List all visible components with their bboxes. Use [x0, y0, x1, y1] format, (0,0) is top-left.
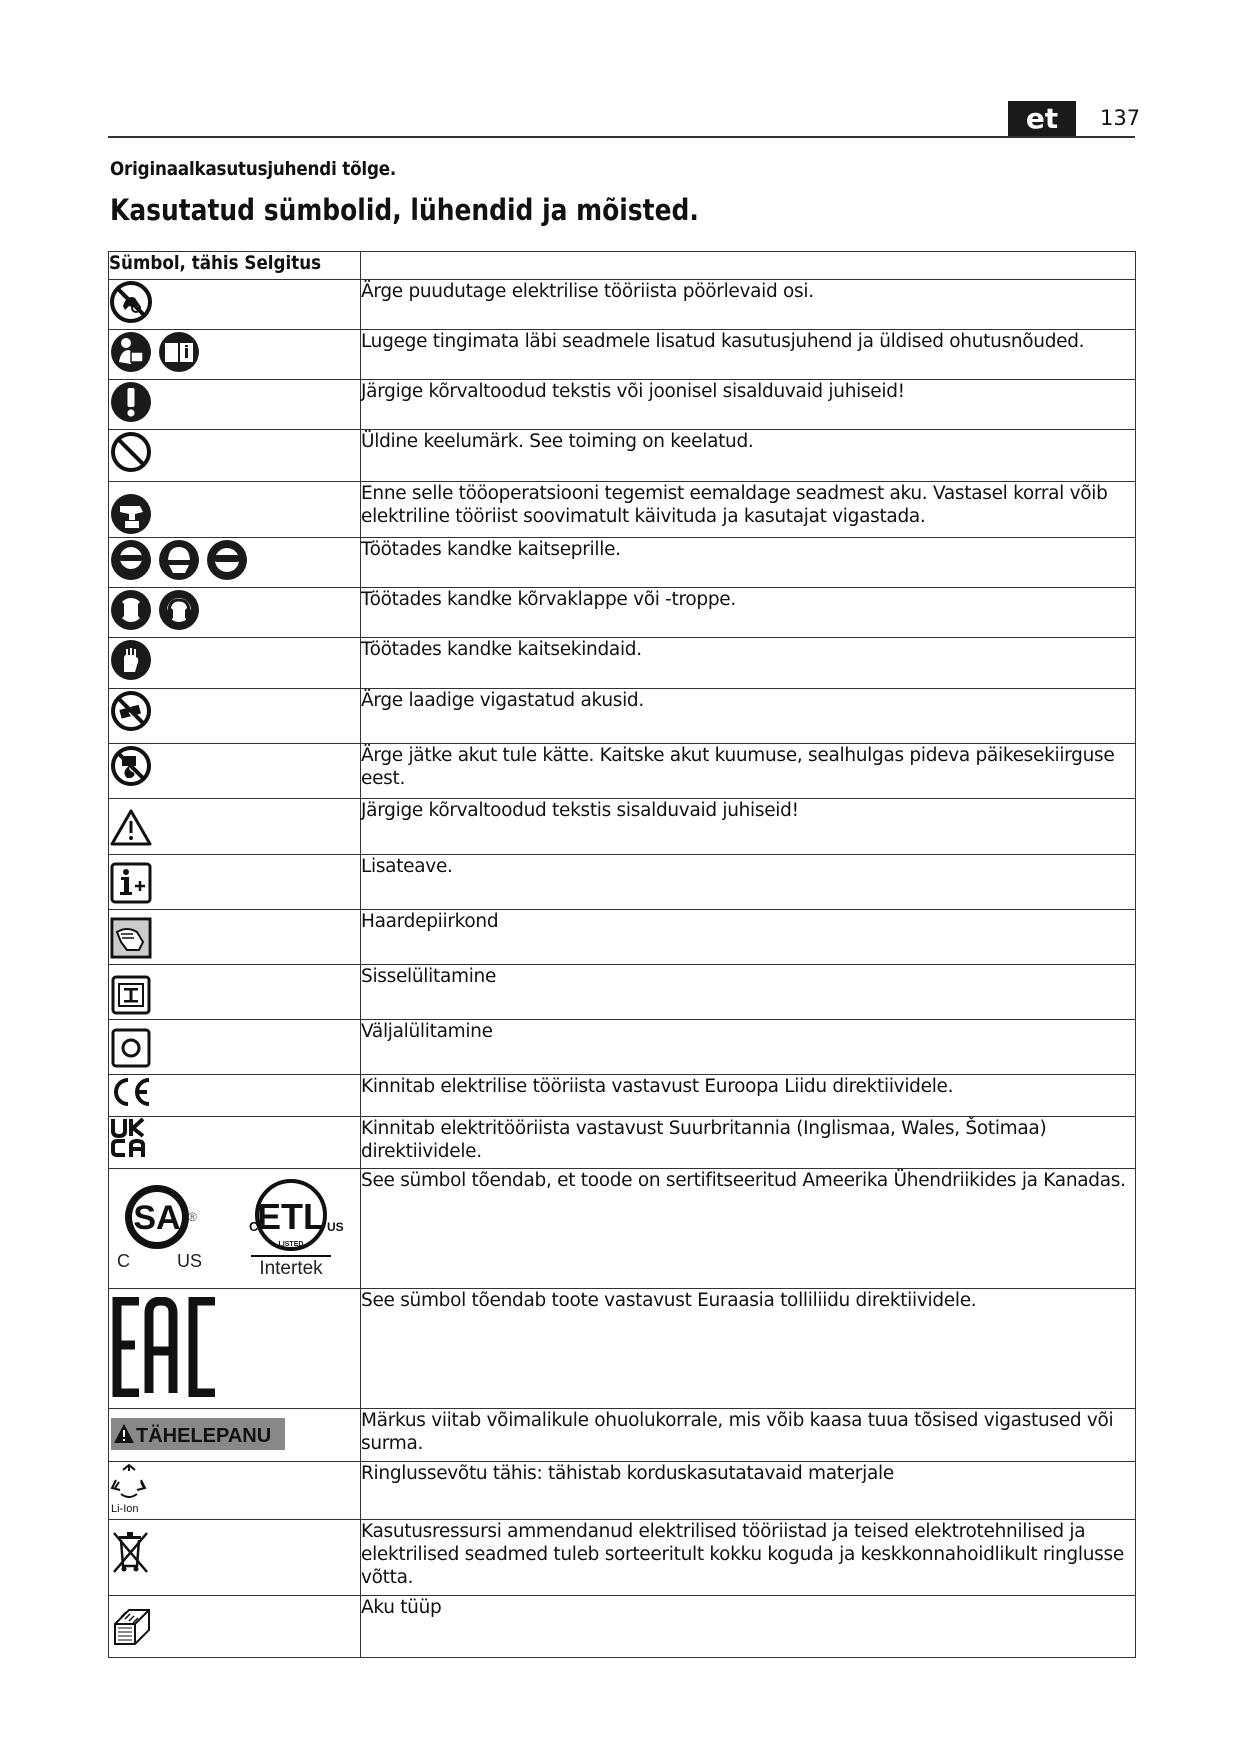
symbol-description: Töötades kandke kaitseprille.	[361, 538, 1136, 588]
symbol-description: Kinnitab elektrilise tööriista vastavust Euroopa Liidu direktiividele.	[361, 1075, 1136, 1117]
table-row	[109, 538, 1136, 588]
symbol-description: Ärge jätke akut tule kätte. Kaitske akut kuumuse, sealhulgas pideva päikesekiirguse eest.	[361, 744, 1136, 799]
no-charging-damaged-battery-icon	[109, 689, 153, 733]
table-row	[109, 910, 1136, 965]
symbol-description: Töötades kandke kaitsekindaid.	[361, 638, 1136, 689]
symbols-table	[108, 251, 1136, 1658]
table-row	[109, 965, 1136, 1020]
etl-c-label: C	[249, 1219, 259, 1234]
table-row	[109, 855, 1136, 910]
ukca-mark-icon	[109, 1117, 149, 1159]
symbol-description: See sümbol tõendab, et toode on sertifitseeritud Ameerika Ühendriikides ja Kanadas.	[361, 1169, 1136, 1289]
no-fire-battery-icon	[109, 744, 153, 788]
table-header-row	[109, 252, 1136, 280]
csa-etl-mark-icon	[109, 1169, 349, 1281]
symbol-description: Ringlussevõtu tähis: tähistab korduskasutatavaid materjale	[361, 1462, 1136, 1520]
remove-battery-icon	[109, 492, 153, 536]
recycling-li-ion-icon	[109, 1462, 153, 1516]
language-badge: et	[1008, 101, 1076, 137]
info-icon	[109, 861, 153, 905]
symbol-description: Enne selle tööoperatsiooni tegemist eemaldage seadmest aku. Vastasel korral võib elektriline tööriist soovimatult käivituda ja kasutajat vigastada.	[361, 482, 1136, 538]
ce-mark-icon	[109, 1075, 153, 1109]
csa-us-label: US	[177, 1251, 203, 1271]
symbol-description: Kasutusressursi ammendanud elektrilised tööriistad ja teised elektrotehnilised ja elektrilised seadmed tuleb sorteeritult kokku koguda ja keskkonnahoidlikult ringlusse võtta.	[361, 1520, 1136, 1596]
symbol-description: Üldine keelumärk. See toiming on keelatud.	[361, 430, 1136, 482]
symbol-description: Lugege tingimata läbi seadmele lisatud kasutusjuhend ja üldised ohutusnõuded.	[361, 330, 1136, 380]
safety-goggles-icon	[109, 538, 153, 582]
table-row	[109, 430, 1136, 482]
symbol-description: See sümbol tõendab toote vastavust Euraasia tolliliidu direktiividele.	[361, 1289, 1136, 1409]
svg-text:SA: SA	[133, 1199, 181, 1237]
symbol-description: Sisselülitamine	[361, 965, 1136, 1020]
li-ion-label: Li-Ion	[111, 1503, 139, 1515]
svg-text:ETL: ETL	[257, 1196, 325, 1237]
symbol-description: Lisateave.	[361, 855, 1136, 910]
symbol-description: Haardepiirkond	[361, 910, 1136, 965]
table-row	[109, 1289, 1136, 1409]
table-row	[109, 799, 1136, 855]
table-row	[109, 1075, 1136, 1117]
svg-text:®: ®	[188, 1210, 197, 1224]
battery-type-icon	[109, 1602, 157, 1652]
warning-triangle-icon	[109, 807, 153, 847]
table-row	[109, 482, 1136, 538]
read-manual-icon	[109, 330, 153, 374]
table-row	[109, 689, 1136, 744]
symbol-description: Märkus viitab võimalikule ohuolukorrale, mis võib kaasa tuua tõsised vigastused või surma.	[361, 1409, 1136, 1462]
prohibition-icon	[109, 430, 153, 474]
intertek-label: Intertek	[259, 1258, 323, 1279]
table-row	[109, 330, 1136, 380]
switch-on-icon	[109, 973, 153, 1017]
table-row	[109, 1169, 1136, 1289]
table-row	[109, 744, 1136, 799]
manual-book-icon	[157, 330, 201, 374]
table-row	[109, 1117, 1136, 1169]
page-title: Kasutatud sümbolid, lühendid ja mõisted.	[110, 193, 699, 227]
document-subtitle: Originaalkasutusjuhendi tõlge.	[110, 158, 397, 180]
exclamation-icon	[109, 380, 153, 424]
table-row	[109, 588, 1136, 638]
etl-listed-label: LISTED	[278, 1241, 304, 1248]
table-row	[109, 280, 1136, 330]
attention-label-icon	[109, 1417, 287, 1451]
etl-us-label: US	[327, 1220, 344, 1234]
page-number: 137	[1100, 106, 1141, 130]
gloves-icon	[109, 638, 153, 682]
symbol-description: Järgige kõrvaltoodud tekstis sisalduvaid juhiseid!	[361, 799, 1136, 855]
table-row	[109, 1462, 1136, 1520]
table-row	[109, 1020, 1136, 1075]
hearing-protection-icon	[109, 588, 153, 632]
table-header: Sümbol, tähis Selgitus	[109, 252, 361, 280]
table-row	[109, 1596, 1136, 1658]
header-divider	[108, 136, 1135, 138]
symbol-description: Töötades kandke kõrvaklappe või -troppe.	[361, 588, 1136, 638]
switch-off-icon	[109, 1026, 153, 1070]
no-touching-rotating-parts-icon	[109, 280, 153, 324]
eac-mark-icon	[109, 1297, 229, 1397]
table-row	[109, 638, 1136, 689]
symbol-description: Ärge puudutage elektrilise tööriista pöörlevaid osi.	[361, 280, 1136, 330]
table-row	[109, 1409, 1136, 1462]
csa-c-label: C	[117, 1251, 130, 1271]
earmuffs-icon	[157, 588, 201, 632]
symbol-description: Väljalülitamine	[361, 1020, 1136, 1075]
symbol-description: Kinnitab elektritööriista vastavust Suurbritannia (Inglismaa, Wales, Šotimaa) direktiividele.	[361, 1117, 1136, 1169]
face-shield-icon	[157, 538, 201, 582]
attention-label-text: TÄHELEPANU	[136, 1425, 272, 1447]
table-row	[109, 380, 1136, 430]
grip-area-icon	[109, 916, 153, 960]
symbol-description: Järgige kõrvaltoodud tekstis või joonisel sisalduvaid juhiseid!	[361, 380, 1136, 430]
symbol-description: Ärge laadige vigastatud akusid.	[361, 689, 1136, 744]
symbol-description: Aku tüüp	[361, 1596, 1136, 1658]
table-row	[109, 1520, 1136, 1596]
weee-bin-icon	[109, 1528, 153, 1576]
protective-glasses-icon	[205, 538, 249, 582]
